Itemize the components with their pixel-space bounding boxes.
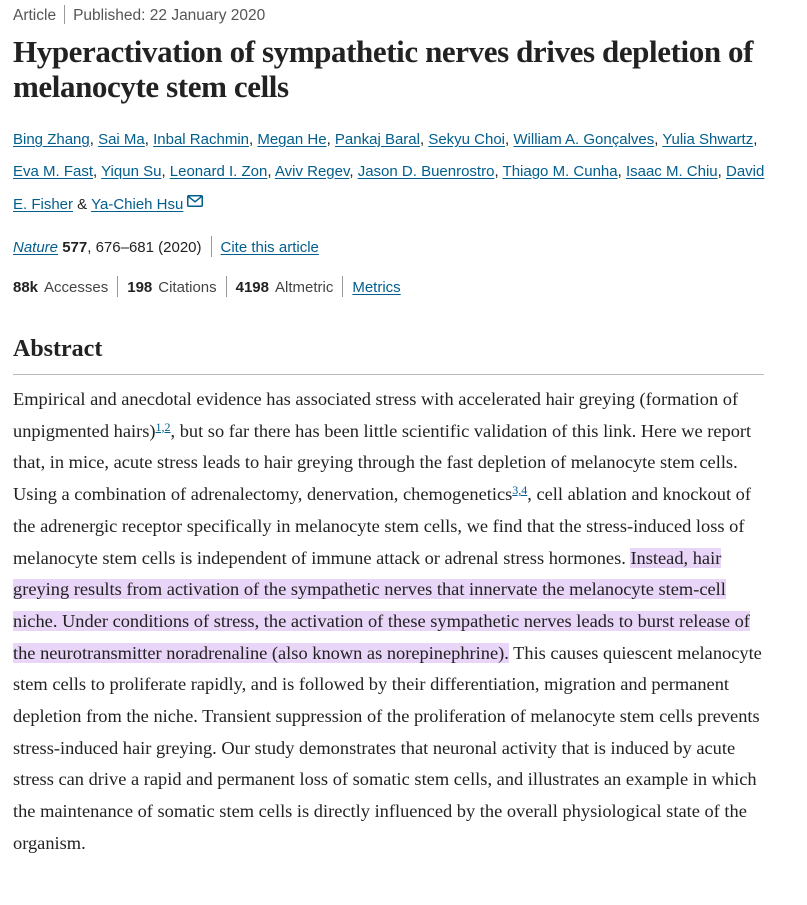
article-metrics <box>13 276 401 297</box>
author-link[interactable]: Megan He <box>257 131 327 148</box>
journal-volume: 577 <box>62 239 88 256</box>
author-link[interactable]: Inbal Rachmin <box>153 131 249 148</box>
author-separator: & <box>73 196 92 213</box>
author-separator: , <box>505 131 514 148</box>
article-title: Hyperactivation of sympathetic nerves drives depletion of melanocyte stem cells <box>13 34 754 104</box>
accesses-count: 88k <box>13 279 39 296</box>
author-list <box>13 124 773 221</box>
author-separator: , <box>753 131 758 148</box>
citation-line <box>13 236 319 257</box>
author-separator: , <box>617 162 626 180</box>
author-separator: , <box>144 131 154 148</box>
author-link[interactable]: Sai Ma <box>98 131 145 148</box>
article-type: Article <box>13 7 57 24</box>
reference-link-3-4[interactable]: 3,4 <box>512 483 528 498</box>
citations-label: Citations <box>158 279 217 296</box>
author-link[interactable]: Bing Zhang <box>13 131 90 148</box>
author-link[interactable]: Eva M. Fast <box>13 162 94 180</box>
meta-divider <box>64 5 65 24</box>
abstract-heading: Abstract <box>13 336 103 362</box>
metrics-divider <box>117 276 118 297</box>
accesses-label: Accesses <box>44 279 109 296</box>
author-separator: , <box>249 131 258 148</box>
abstract-part-3: , cell ablation and knockout of the adrenergic receptor specifically in melanocyte stem cells, we find that the stress-induced loss of melanocyte stem cells is independent of immune attack or adrenal stress hormones. <box>13 484 751 568</box>
author-link[interactable]: Thiago M. Cunha <box>502 162 618 180</box>
author-link[interactable]: Pankaj Baral <box>334 131 420 148</box>
author-separator: , <box>494 162 503 180</box>
author-separator: , <box>419 131 429 148</box>
author-link[interactable]: Isaac M. Chiu <box>625 162 718 180</box>
pages-year: , 676–681 (2020) <box>87 239 202 256</box>
published-date: Published: 22 January 2020 <box>73 7 266 24</box>
metrics-divider <box>342 276 343 297</box>
author-link[interactable]: Jason D. Buenrostro <box>357 162 495 180</box>
author-separator: , <box>161 162 170 180</box>
author-link[interactable]: Yiqun Su <box>101 162 162 180</box>
abstract-part-4: This causes quiescent melanocyte stem cells to proliferate rapidly, and is followed by their differentiation, migration and permanent depletion from the niche. Transient suppression of the proliferation of melanocyte stem cells prevents stress-induced hair greying. Our study demonstrates that neuronal activity that is induced by acute stress can drive a rapid and permanent loss of somatic stem cells, and illustrates an example in which the maintenance of somatic stem cells is directly influenced by the overall physiological state of the organism. <box>13 642 762 853</box>
altmetric-label: Altmetric <box>275 279 334 296</box>
abstract-part-2: , but so far there has been little scientific validation of this link. Here we report that, in mice, acute stress leads to hair greying through the fast depletion of melanocyte stem cells. Using a combination of adrenalectomy, denervation, chemogenetics <box>13 420 752 505</box>
author-link[interactable]: William A. Gonçalves <box>513 131 655 148</box>
author-separator: , <box>267 162 275 180</box>
highlighted-text: Instead, hair greying results from activation of the sympathetic nerves that innervate the melanocyte stem-cell niche. Under conditions of stress, the activation of these sympathetic nerves leads to burst release of the neurotransmitter noradrenaline (also known as norepinephrine). <box>13 547 750 663</box>
author-separator: , <box>717 162 726 180</box>
author-link[interactable]: Sekyu Choi <box>428 131 506 148</box>
metrics-divider <box>226 276 227 297</box>
author-separator: , <box>93 162 102 180</box>
article-meta <box>13 5 265 25</box>
metrics-link[interactable]: Metrics <box>352 279 401 296</box>
author-separator: , <box>326 131 335 148</box>
author-link[interactable]: David E. Fisher <box>13 162 765 213</box>
reference-marker <box>512 481 527 498</box>
author-link[interactable]: Leonard I. Zon <box>169 162 268 180</box>
cite-this-article-link[interactable]: Cite this article <box>220 239 319 256</box>
author-link[interactable]: Ya-Chieh Hsu <box>91 196 184 213</box>
author-link[interactable]: Aviv Regev <box>274 162 350 180</box>
abstract-text <box>13 384 771 860</box>
author-separator: , <box>349 162 358 180</box>
journal-link[interactable]: Nature <box>13 239 59 256</box>
reference-link-1-2[interactable]: 1,2 <box>155 419 171 434</box>
citation-divider <box>211 236 212 257</box>
author-separator: , <box>89 131 99 148</box>
citations-count: 198 <box>127 279 153 296</box>
abstract-part-1: Empirical and anecdotal evidence has associated stress with accelerated hair greying (formation of unpigmented hairs) <box>13 389 739 441</box>
reference-marker <box>156 418 171 435</box>
envelope-icon[interactable] <box>187 187 203 219</box>
abstract-divider <box>13 374 764 375</box>
author-separator: , <box>654 131 663 148</box>
altmetric-score: 4198 <box>235 279 269 296</box>
author-link[interactable]: Yulia Shwartz <box>662 131 754 148</box>
